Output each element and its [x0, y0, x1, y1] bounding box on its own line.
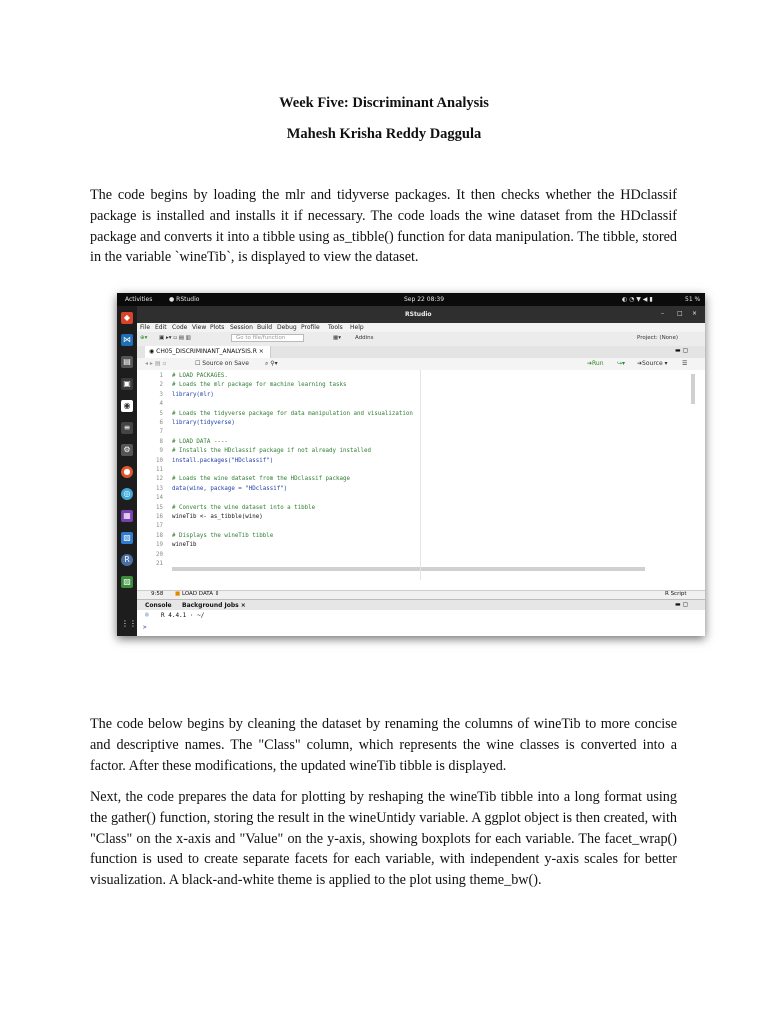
activities-label: Activities [125, 296, 153, 303]
code-line: # Converts the wine dataset into a tibble [172, 504, 316, 511]
close-icon[interactable]: × [692, 310, 698, 317]
maximize-icon[interactable]: □ [677, 310, 683, 317]
main-toolbar [137, 332, 705, 347]
document-icon[interactable]: ▧ [121, 532, 133, 544]
addins-menu[interactable]: Addins [355, 335, 374, 341]
r-logo-icon: ® [145, 612, 149, 619]
code-line: library(mlr) [172, 391, 214, 398]
brave-icon[interactable]: ◆ [121, 312, 133, 324]
outline-icon[interactable]: ☰ [682, 360, 688, 367]
editor-scrollbar[interactable] [691, 374, 695, 404]
r-version: R 4.4.1 · ~/ [161, 612, 205, 619]
horizontal-scrollbar[interactable] [172, 567, 645, 571]
code-line: install.packages("HDclassif") [172, 457, 274, 464]
code-line: # LOAD PACKAGES. [172, 373, 228, 379]
line-number: 14 [156, 495, 163, 502]
line-number: 16 [156, 514, 163, 520]
menu-edit[interactable]: Edit [155, 324, 167, 331]
minimize-icon[interactable]: – [661, 310, 664, 317]
menu-code[interactable]: Code [172, 324, 188, 331]
battery-level: 51 % [685, 296, 701, 303]
document-title: Week Five: Discriminant Analysis [279, 95, 489, 111]
line-number: 1 [159, 373, 163, 379]
source-on-save-checkbox[interactable]: ☐ Source on Save [195, 360, 249, 367]
terminal-icon[interactable]: ▣ [121, 378, 133, 390]
window-titlebar [137, 306, 705, 323]
line-number: 9 [159, 448, 163, 455]
cursor-position: 9:58 [151, 591, 164, 597]
line-number: 8 [159, 438, 163, 445]
open-project-icon[interactable]: ▣ ▸▾ ▫ ▤ ▥ [159, 335, 191, 341]
line-number: 7 [159, 429, 163, 436]
line-number: 3 [159, 391, 163, 398]
line-number: 12 [156, 476, 163, 483]
code-line: wineTib [172, 542, 197, 549]
file-tab[interactable]: ◉ CH05_DISCRIMINANT_ANALYSIS.R × [145, 346, 271, 360]
console-prompt: > [143, 624, 147, 631]
run-button[interactable]: ➔Run [587, 360, 604, 367]
code-line: wineTib <- as_tibble(wine) [172, 514, 263, 520]
line-number: 5 [159, 410, 163, 417]
section-indicator[interactable]: ■ LOAD DATA ⇕ [175, 591, 220, 597]
line-number: 18 [156, 532, 163, 539]
editor-tabs [137, 346, 705, 358]
file-type[interactable]: R Script [665, 591, 687, 597]
layout-icon[interactable]: ▦▾ [333, 335, 341, 341]
console-pane-controls[interactable]: ▬ ▢ [675, 601, 689, 608]
vm-icon[interactable]: ≡ [121, 422, 133, 434]
goto-file-input[interactable]: Go to file/function [231, 334, 304, 342]
menu-tools[interactable]: Tools [328, 324, 343, 331]
code-line: data(wine, package = "HDclassif") [172, 485, 288, 492]
line-number: 10 [156, 457, 163, 464]
code-line: # Installs the HDclassif package if not already installed [172, 448, 371, 455]
margin-line [420, 370, 421, 580]
settings-icon[interactable]: ⚙ [121, 444, 133, 456]
menu-session[interactable]: Session [230, 324, 253, 331]
code-editor[interactable] [137, 370, 705, 580]
code-line: library(tidyverse) [172, 420, 235, 426]
menu-view[interactable]: View [192, 324, 207, 331]
rerun-icon[interactable]: ↪▾ [617, 360, 626, 367]
line-number: 21 [156, 561, 163, 567]
pane-controls[interactable]: ▬ ▢ [675, 347, 689, 354]
line-number: 13 [156, 485, 163, 492]
menu-debug[interactable]: Debug [277, 324, 297, 331]
app-indicator: ● RStudio [169, 296, 200, 303]
ubuntu-store-icon[interactable]: ◉ [121, 400, 133, 412]
rstudio-screenshot [117, 293, 705, 636]
author-name: Mahesh Krisha Reddy Daggula [286, 126, 482, 142]
line-number: 2 [159, 382, 163, 389]
screen-icon[interactable]: ▦ [121, 510, 133, 522]
search-icon[interactable]: ⌕ ⚲▾ [265, 360, 278, 367]
menu-help[interactable]: Help [350, 324, 364, 331]
code-line: # Loads the wine dataset from the HDclassif package [172, 476, 350, 483]
line-number: 11 [156, 467, 163, 473]
package-icon[interactable]: ▨ [121, 576, 133, 588]
system-top-bar [117, 293, 705, 306]
console-pane[interactable] [137, 610, 705, 636]
console-tab[interactable]: Console [145, 602, 172, 609]
clock: Sep 22 08:39 [404, 296, 445, 303]
line-number: 20 [156, 551, 163, 558]
app-grid-icon[interactable]: ⋮⋮ [121, 619, 137, 628]
project-menu[interactable]: Project: (None) [637, 335, 679, 341]
chrome-icon[interactable]: ◎ [121, 488, 133, 500]
editor-status-bar [137, 590, 705, 599]
rstudio-icon[interactable]: R [121, 554, 133, 566]
menu-plots[interactable]: Plots [210, 324, 225, 331]
tray-icons: ◐ ◔ ▼ ◀ ▮ [622, 296, 653, 303]
window-title: RStudio [405, 311, 432, 318]
line-number: 17 [156, 523, 163, 530]
menu-build[interactable]: Build [257, 324, 273, 331]
paragraph-intro: The code begins by loading the mlr and tidyverse packages. It then checks whether the HDclassif package is installed and installs it if necessary. The code loads the wine dataset from the HDclassif package and converts it into a tibble using as_tibble() function for data manipulation. The tibble, stored in the variable `wineTib`, is displayed to view the dataset. [90, 187, 677, 266]
menu-bar [137, 323, 705, 332]
nav-arrows[interactable]: ◂ ▸ ▤ ▫ [145, 360, 167, 367]
code-line: # Displays the wineTib tibble [172, 532, 274, 539]
background-jobs-tab[interactable]: Background Jobs × [182, 602, 246, 609]
paragraph-cleaning: The code below begins by cleaning the dataset by renaming the columns of wineTib to more concise and descriptive names. The "Class" column, which represents the wine classes is converted into a factor. After these modifications, the updated wineTib tibble is displayed. [90, 716, 677, 774]
line-number: 6 [159, 420, 163, 426]
new-file-icon[interactable]: ⊕▾ [140, 335, 148, 341]
firefox-icon[interactable]: ● [121, 466, 133, 478]
line-number: 19 [156, 542, 163, 549]
rstudio-window [137, 306, 705, 636]
line-number: 4 [159, 401, 163, 408]
line-number: 15 [156, 504, 163, 511]
source-button[interactable]: ➔Source ▾ [637, 360, 668, 367]
code-line: # Loads the mlr package for machine learning tasks [172, 382, 347, 389]
files-icon[interactable]: ▤ [121, 356, 133, 368]
code-line: # Loads the tidyverse package for data manipulation and visualization [172, 410, 413, 417]
menu-profile[interactable]: Profile [301, 324, 320, 331]
vscode-icon[interactable]: ⋈ [123, 335, 131, 344]
code-line: # LOAD DATA ---- [172, 438, 228, 445]
app-dock [117, 306, 137, 636]
menu-file[interactable]: File [140, 324, 151, 331]
paragraph-plotting: Next, the code prepares the data for plotting by reshaping the wineTib tibble into a long format using the gather() function, storing the result in the wineUntidy variable. A ggplot object is then created, with "Class" on the x-axis and "Value" on the y-axis, showing boxplots for each variable. The facet_wrap() function is used to create separate facets for each variable, with independent y-axis scales for better visualization. A black-and-white theme is applied to the plot using theme_bw(). [90, 789, 677, 889]
